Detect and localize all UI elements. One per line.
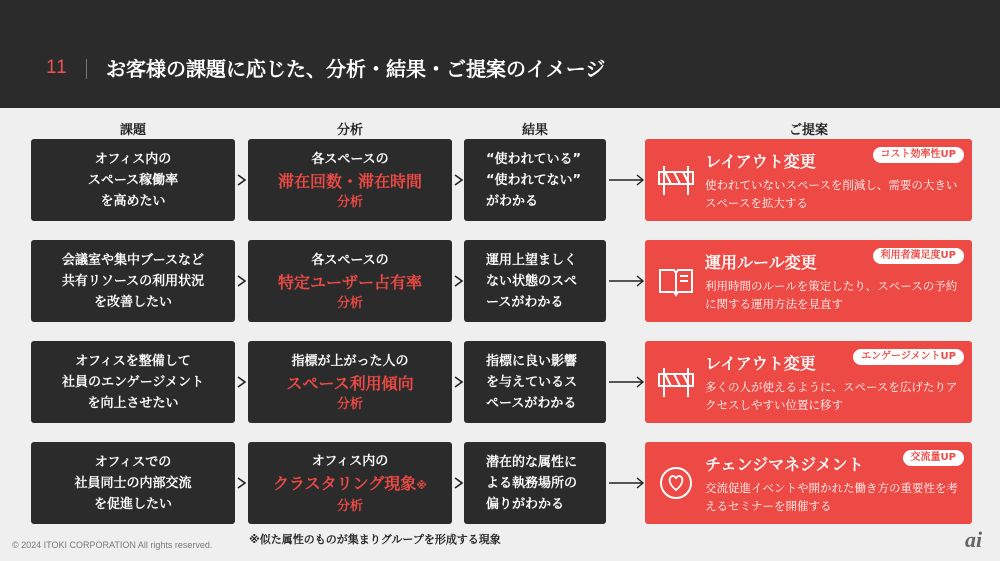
column-header-result: 結果 xyxy=(521,123,548,138)
issue-line: スペース稼働率 xyxy=(87,172,179,188)
arrow-right-icon xyxy=(453,375,465,389)
result-line: がわかる xyxy=(486,193,539,209)
column-header-issue: 課題 xyxy=(119,123,146,138)
proposal-badge: コスト効率性UP xyxy=(873,147,964,163)
arrow-long-right-icon xyxy=(608,375,645,389)
result-line: ない状態のスペ xyxy=(486,273,578,289)
proposal-title: レイアウト変更 xyxy=(705,152,816,171)
result-line: ペースがわかる xyxy=(486,395,577,411)
page-title: お客様の課題に応じた、分析・結果・ご提案のイメージ xyxy=(106,57,606,81)
arrow-right-icon xyxy=(236,476,248,490)
arrow-right-icon xyxy=(236,375,248,389)
proposal-card xyxy=(645,139,972,221)
issue-line: を促進したい xyxy=(93,496,172,512)
analysis-box xyxy=(248,139,452,221)
issue-box xyxy=(31,341,235,423)
proposal-badge: 利用者満足度UP xyxy=(873,248,964,264)
result-line: ースがわかる xyxy=(486,294,564,310)
footnote: ※似た属性のものが集まりグループを形成する現象 xyxy=(249,533,501,546)
proposal-description: 多くの人が使えるように、スペースを広げたりアクセスしやすい位置に移す xyxy=(705,380,958,412)
title-divider xyxy=(86,59,87,79)
proposal-card xyxy=(645,341,972,423)
issue-line: オフィスでの xyxy=(94,454,172,470)
barrier-icon xyxy=(657,365,695,399)
result-box xyxy=(464,442,606,524)
barrier-icon xyxy=(657,163,695,197)
analysis-highlight: 滞在回数・滞在時間 xyxy=(277,171,422,191)
proposal-card xyxy=(645,442,972,524)
slide-number: 11 xyxy=(46,57,68,78)
issue-line: 社員同士の内部交流 xyxy=(74,475,192,491)
issue-line: オフィスを整備して xyxy=(75,353,191,369)
analysis-highlight: 特定ユーザー占有率 xyxy=(277,272,422,292)
arrow-right-icon xyxy=(236,173,248,187)
issue-line: 会議室や集中ブースなど xyxy=(62,252,204,268)
result-line: 運用上望ましく xyxy=(486,252,578,268)
result-line: “使われてない” xyxy=(486,172,582,188)
analysis-highlight: クラスタリング現象 xyxy=(273,473,417,493)
proposal-title: チェンジマネジメント xyxy=(705,455,864,474)
book-icon xyxy=(657,264,695,298)
footnote-mark: ※ xyxy=(416,478,427,492)
site-logo: ai xyxy=(965,527,983,552)
result-box xyxy=(464,341,606,423)
proposal-title: レイアウト変更 xyxy=(705,354,816,373)
result-line: 指標に良い影響 xyxy=(486,353,578,369)
issue-line: を高めたい xyxy=(100,193,166,209)
column-header-analysis: 分析 xyxy=(336,123,363,138)
analysis-pre: オフィス内の xyxy=(311,453,389,469)
proposal-title: 運用ルール変更 xyxy=(705,253,817,272)
analysis-pre: 各スペースの xyxy=(311,151,389,167)
analysis-pre: 指標が上がった人の xyxy=(291,353,409,369)
proposal-description: 交流促進イベントや開かれた働き方の重要性を考えるセミナーを開催する xyxy=(705,481,958,513)
issue-box xyxy=(31,139,235,221)
analysis-box xyxy=(248,442,452,524)
issue-line: オフィス内の xyxy=(94,151,172,167)
analysis-highlight-line xyxy=(273,472,427,497)
analysis-post: 分析 xyxy=(336,498,363,514)
analysis-post: 分析 xyxy=(336,396,363,412)
proposal-badge: 交流量UP xyxy=(903,450,964,466)
proposal-description: 利用時間のルールを策定したり、スペースの予約に関する運用方法を見直す xyxy=(705,279,958,311)
analysis-pre: 各スペースの xyxy=(311,252,389,268)
analysis-box xyxy=(248,341,452,423)
arrow-right-icon xyxy=(453,476,465,490)
result-line: 潜在的な属性に xyxy=(486,454,578,470)
proposal-description: 使われていないスペースを削減し、需要の大きいスペースを拡大する xyxy=(705,178,958,210)
issue-box xyxy=(31,240,235,322)
arrow-right-icon xyxy=(236,274,248,288)
result-line: よる執務場所の xyxy=(486,475,578,491)
arrow-long-right-icon xyxy=(608,476,645,490)
column-header-proposal: ご提案 xyxy=(788,123,828,138)
header-bar xyxy=(0,0,1000,108)
analysis-box xyxy=(248,240,452,322)
analysis-post: 分析 xyxy=(336,194,363,210)
result-box xyxy=(464,139,606,221)
arrow-long-right-icon xyxy=(608,173,645,187)
arrow-right-icon xyxy=(453,173,465,187)
issue-box xyxy=(31,442,235,524)
copyright: © 2024 ITOKI CORPORATION All rights reserved. xyxy=(12,540,213,550)
result-box xyxy=(464,240,606,322)
result-line: 偏りがわかる xyxy=(486,496,565,512)
heart-icon xyxy=(657,466,695,500)
arrow-long-right-icon xyxy=(608,274,645,288)
issue-line: を向上させたい xyxy=(87,395,179,411)
issue-line: を改善したい xyxy=(93,294,172,310)
analysis-post: 分析 xyxy=(336,295,363,311)
result-line: “使われている” xyxy=(486,151,582,167)
proposal-badge: エンゲージメントUP xyxy=(853,349,964,365)
analysis-highlight: スペース利用傾向 xyxy=(286,373,414,393)
issue-line: 共有リソースの利用状況 xyxy=(61,273,205,289)
proposal-card xyxy=(645,240,972,322)
result-line: を与えているス xyxy=(486,374,578,390)
arrow-right-icon xyxy=(453,274,465,288)
issue-line: 社員のエンゲージメント xyxy=(61,374,205,390)
